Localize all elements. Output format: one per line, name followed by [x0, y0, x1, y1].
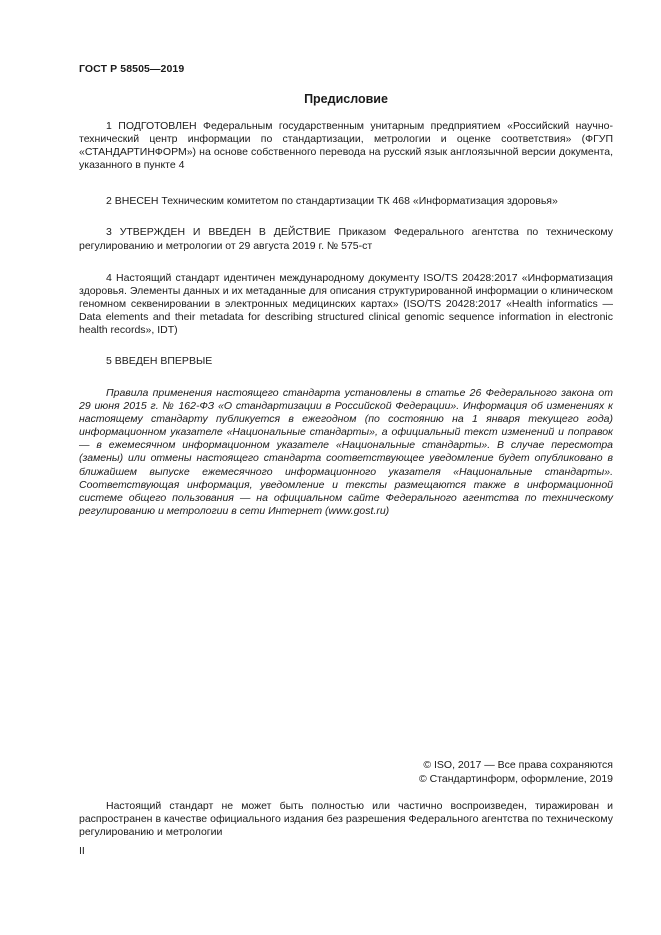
foreword-paragraph-2: 2 ВНЕСЕН Техническим комитетом по стандартизации ТК 468 «Информатизация здоровья»: [106, 195, 558, 208]
foreword-body: [79, 120, 613, 368]
copyright-block: [419, 758, 613, 786]
page-number: II: [79, 845, 85, 857]
application-rules-note: Правила применения настоящего стандарта установлены в статье 26 Федерального закона от 29 июня 2015 г. № 162-ФЗ «О стандартизации в Российской Федерации». Информация об изменениях к настоящему стандарту публикуется в ежегодном (по состоянию на 1 января текущего года) информационном указателе «Национальные стандарты», а официальный текст изменений и поправок — в ежемесячном информационном указателе «Национальные стандарты». В случае пересмотра (замены) или отмены настоящего стандарта соответствующее уведомление будет опубликовано в ближайшем выпуске ежемесячного информационного указателя «Национальные стандарты». Соответствующая информация, уведомление и тексты размещаются также в информационной системе общего пользования — на официальном сайте Федерального агентства по техническому регулированию и метрологии в сети Интернет (www.gost.ru): [79, 387, 613, 517]
foreword-paragraph-4: 4 Настоящий стандарт идентичен международному документу ISO/TS 20428:2017 «Информатизация здоровья. Элементы данных и их метаданные для описания структурированной информации о клиническом геномном секвенировании в электронных медицинских картах» (ISO/TS 20428:2017 «Health informatics — Data elements and their metadata for describing structured clinical genomic sequence information in electronic health records», IDT): [79, 271, 613, 337]
copyright-iso: © ISO, 2017 — Все права сохраняются: [423, 759, 613, 771]
reproduction-notice: Настоящий стандарт не может быть полностью или частично воспроизведен, тиражирован и распространен в качестве официального издания без разрешения Федерального агентства по техническому регулированию и метрологии: [79, 800, 613, 839]
page-title: Предисловие: [304, 92, 388, 106]
copyright-standartinform: © Стандартинформ, оформление, 2019: [418, 773, 613, 785]
foreword-paragraph-1: 1 ПОДГОТОВЛЕН Федеральным государственным унитарным предприятием «Российский научно-технический центр информации по стандартизации, метрологии и оценке соответствия» (ФГУП «СТАНДАРТИНФОРМ») на основе собственного перевода на русский язык англоязычной версии документа, указанного в пункте 4: [79, 120, 613, 172]
document-code: ГОСТ Р 58505—2019: [79, 63, 185, 75]
foreword-paragraph-3: 3 УТВЕРЖДЕН И ВВЕДЕН В ДЕЙСТВИЕ Приказом Федерального агентства по техническому регулированию и метрологии от 29 августа 2019 г. № 575-ст: [79, 226, 613, 252]
foreword-paragraph-5: 5 ВВЕДЕН ВПЕРВЫЕ: [106, 355, 213, 368]
